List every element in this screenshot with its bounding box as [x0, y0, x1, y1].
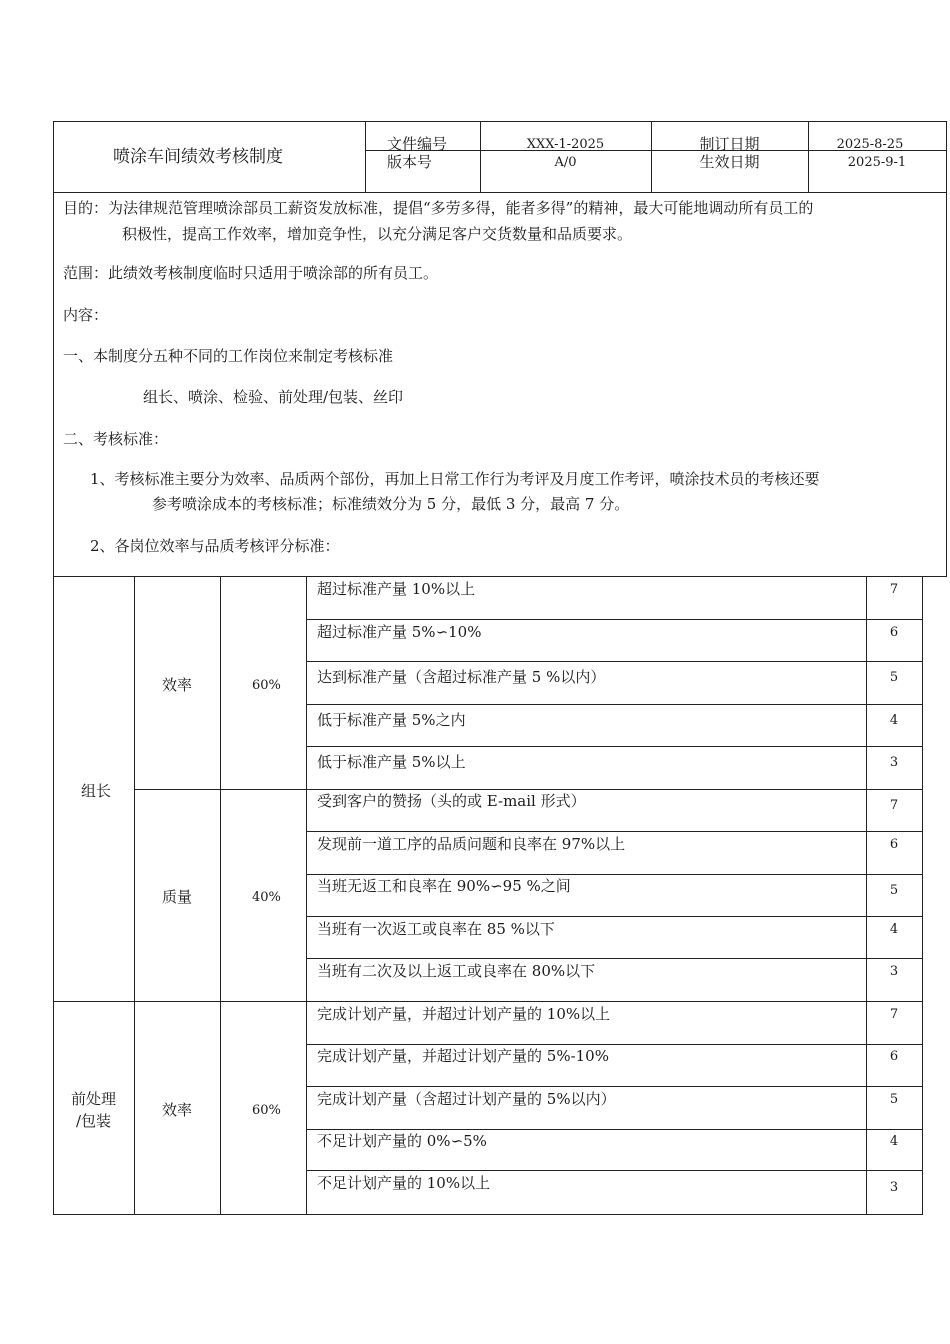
score-cell: 6: [889, 837, 899, 852]
purpose-line-1: 目的：为法律规范管理喷涂部员工薪资发放标准，提倡“多劳多得，能者多得”的精神，最大可能地调动所有员工的: [63, 199, 814, 217]
criterion-cell: 超过标准产量 5%∽10%: [317, 623, 482, 641]
column-border: [134, 576, 135, 1215]
section-2-heading: 二、考核标准：: [63, 430, 169, 448]
doc-no-label: 文件编号: [387, 135, 448, 153]
section-1-heading: 一、本制度分五种不同的工作岗位来制定考核标准: [63, 347, 394, 365]
row-border: [307, 1044, 922, 1045]
role-cell-line-1: 前处理: [70, 1090, 116, 1108]
doc-no-value: XXX-1-2025: [526, 137, 605, 152]
item-2-text: 2、各岗位效率与品质考核评分标准：: [90, 537, 340, 555]
group-border: [53, 1001, 922, 1002]
row-border: [307, 831, 922, 832]
score-cell: 3: [889, 1180, 899, 1195]
criterion-cell: 低于标准产量 5%之内: [317, 711, 466, 729]
row-border: [307, 619, 922, 620]
document-title: 喷涂车间绩效考核制度: [113, 147, 283, 167]
header-left-border: [53, 121, 54, 193]
score-cell: 7: [889, 582, 899, 597]
score-cell: 4: [889, 713, 899, 728]
criterion-cell: 发现前一道工序的品质问题和良率在 97%以上: [317, 835, 626, 853]
score-cell: 5: [889, 1092, 899, 1107]
score-cell: 5: [889, 883, 899, 898]
criterion-cell: 超过标准产量 10%以上: [317, 580, 476, 598]
criterion-cell: 不足计划产量的 0%∽5%: [317, 1132, 487, 1150]
criterion-cell: 当班有二次及以上返工或良率在 80%以下: [317, 962, 596, 980]
made-date-value: 2025-8-25: [836, 137, 904, 152]
column-border: [220, 576, 221, 1215]
row-border: [307, 874, 922, 875]
weight-cell: 60%: [252, 678, 281, 693]
row-border: [307, 661, 922, 662]
column-border: [306, 576, 307, 1215]
category-cell: 效率: [162, 676, 193, 694]
criterion-cell: 不足计划产量的 10%以上: [317, 1174, 491, 1192]
frame-right-border: [946, 192, 947, 577]
score-cell: 6: [889, 625, 899, 640]
table-bottom-border: [53, 1214, 922, 1215]
row-border: [307, 916, 922, 917]
purpose-line-2: 积极性，提高工作效率，增加竞争性，以充分满足客户交货数量和品质要求。: [122, 225, 633, 243]
header-top-border: [53, 121, 947, 122]
role-cell: 组长: [81, 782, 112, 800]
weight-cell: 40%: [252, 890, 281, 905]
criterion-cell: 完成计划产量，并超过计划产量的 5%-10%: [317, 1047, 609, 1065]
score-cell: 7: [889, 798, 899, 813]
score-cell: 4: [889, 1134, 899, 1149]
version-label: 版本号: [387, 153, 433, 171]
score-cell: 4: [889, 922, 899, 937]
row-border: [307, 1129, 922, 1130]
weight-cell: 60%: [252, 1103, 281, 1118]
row-border: [307, 746, 922, 747]
effective-date-value: 2025-9-1: [847, 155, 907, 170]
column-border: [922, 576, 923, 1215]
category-cell: 质量: [162, 888, 193, 906]
item-1-line-1: 1、考核标准主要分为效率、品质两个部份，再加上日常工作行为考评及月度工作考评，喷涂技术员的考核还要: [90, 470, 820, 488]
criterion-cell: 完成计划产量（含超过计划产量的 5%以内）: [317, 1090, 616, 1108]
row-border: [307, 958, 922, 959]
score-cell: 3: [889, 964, 899, 979]
row-border: [307, 704, 922, 705]
frame-left-border: [53, 192, 54, 1215]
criterion-cell: 达到标准产量（含超过标准产量 5 %以内）: [317, 668, 606, 686]
table-top-border: [53, 576, 947, 577]
role-cell-line-2: /包装: [75, 1112, 112, 1130]
made-date-label: 制订日期: [699, 135, 760, 153]
row-border: [307, 1086, 922, 1087]
item-1-line-2: 参考喷涂成本的考核标准；标准绩效分为 5 分，最低 3 分，最高 7 分。: [152, 495, 630, 513]
row-border: [307, 1170, 922, 1171]
criterion-cell: 受到客户的赞扬（头的或 E-mail 形式）: [317, 792, 586, 810]
score-cell: 6: [889, 1049, 899, 1064]
scope-text: 范围：此绩效考核制度临时只适用于喷涂部的所有员工。: [63, 264, 439, 282]
header-bottom-border: [53, 192, 947, 193]
header-divider: [365, 121, 366, 193]
effective-date-label: 生效日期: [699, 153, 760, 171]
block-border: [135, 789, 922, 790]
version-value: A/0: [554, 155, 577, 170]
criterion-cell: 完成计划产量，并超过计划产量的 10%以上: [317, 1005, 611, 1023]
score-cell: 7: [889, 1007, 899, 1022]
criterion-cell: 低于标准产量 5%以上: [317, 753, 466, 771]
positions-list: 组长、喷涂、检验、前处理/包装、丝印: [143, 388, 404, 406]
score-cell: 5: [889, 670, 899, 685]
criterion-cell: 当班有一次返工或良率在 85 %以下: [317, 920, 555, 938]
score-cell: 3: [889, 755, 899, 770]
category-cell: 效率: [162, 1101, 193, 1119]
header-right-border: [946, 121, 947, 193]
criterion-cell: 当班无返工和良率在 90%∽95 %之间: [317, 877, 571, 895]
content-label: 内容：: [63, 306, 109, 324]
